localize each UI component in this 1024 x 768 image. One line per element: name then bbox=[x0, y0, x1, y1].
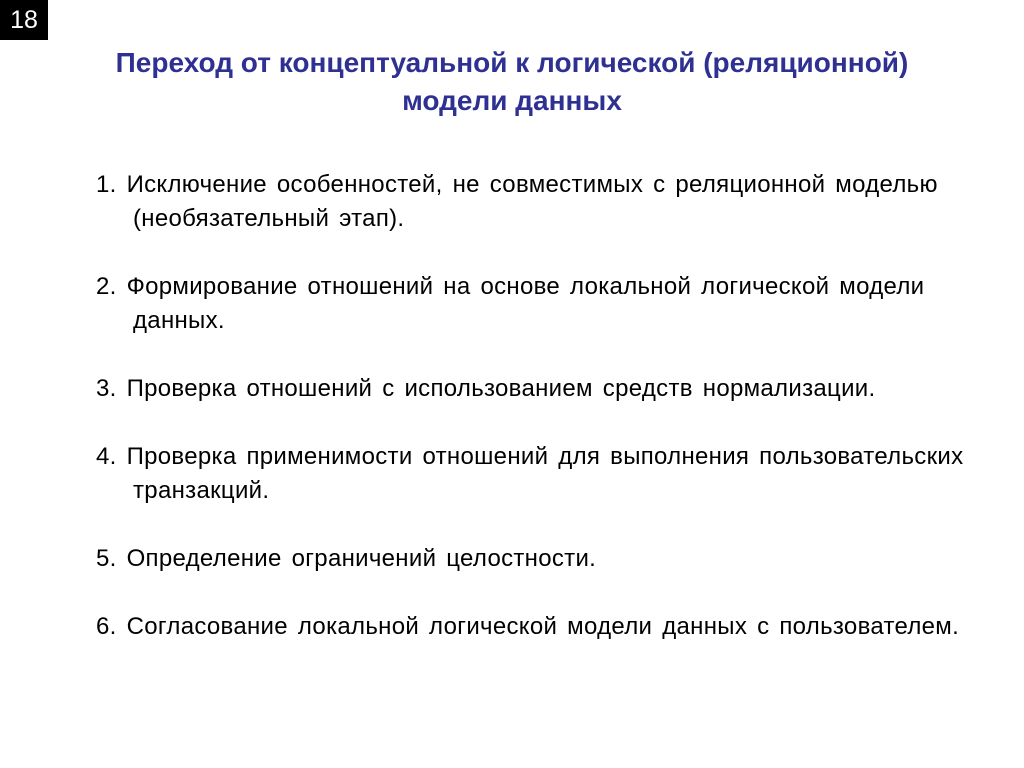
slide-number: 18 bbox=[0, 0, 48, 40]
steps-list bbox=[96, 168, 996, 644]
list-item: 2. Формирование отношений на основе локальной логической модели данных. bbox=[96, 273, 925, 334]
slide-title-line-1: Переход от концептуальной к логической (реляционной) bbox=[115, 47, 909, 78]
list-item: 4. Проверка применимости отношений для выполнения пользовательских транзакций. bbox=[96, 443, 964, 504]
list-item: 3. Проверка отношений с использованием средств нормализации. bbox=[96, 375, 876, 402]
slide-title-line-2: модели данных bbox=[402, 85, 622, 116]
list-item: 6. Согласование локальной логической модели данных с пользователем. bbox=[96, 613, 960, 640]
list-item: 5. Определение ограничений целостности. bbox=[96, 545, 597, 572]
list-item: 1. Исключение особенностей, не совместимых с реляционной моделью (необязательный этап). bbox=[96, 171, 938, 232]
slide-title bbox=[0, 44, 1024, 120]
